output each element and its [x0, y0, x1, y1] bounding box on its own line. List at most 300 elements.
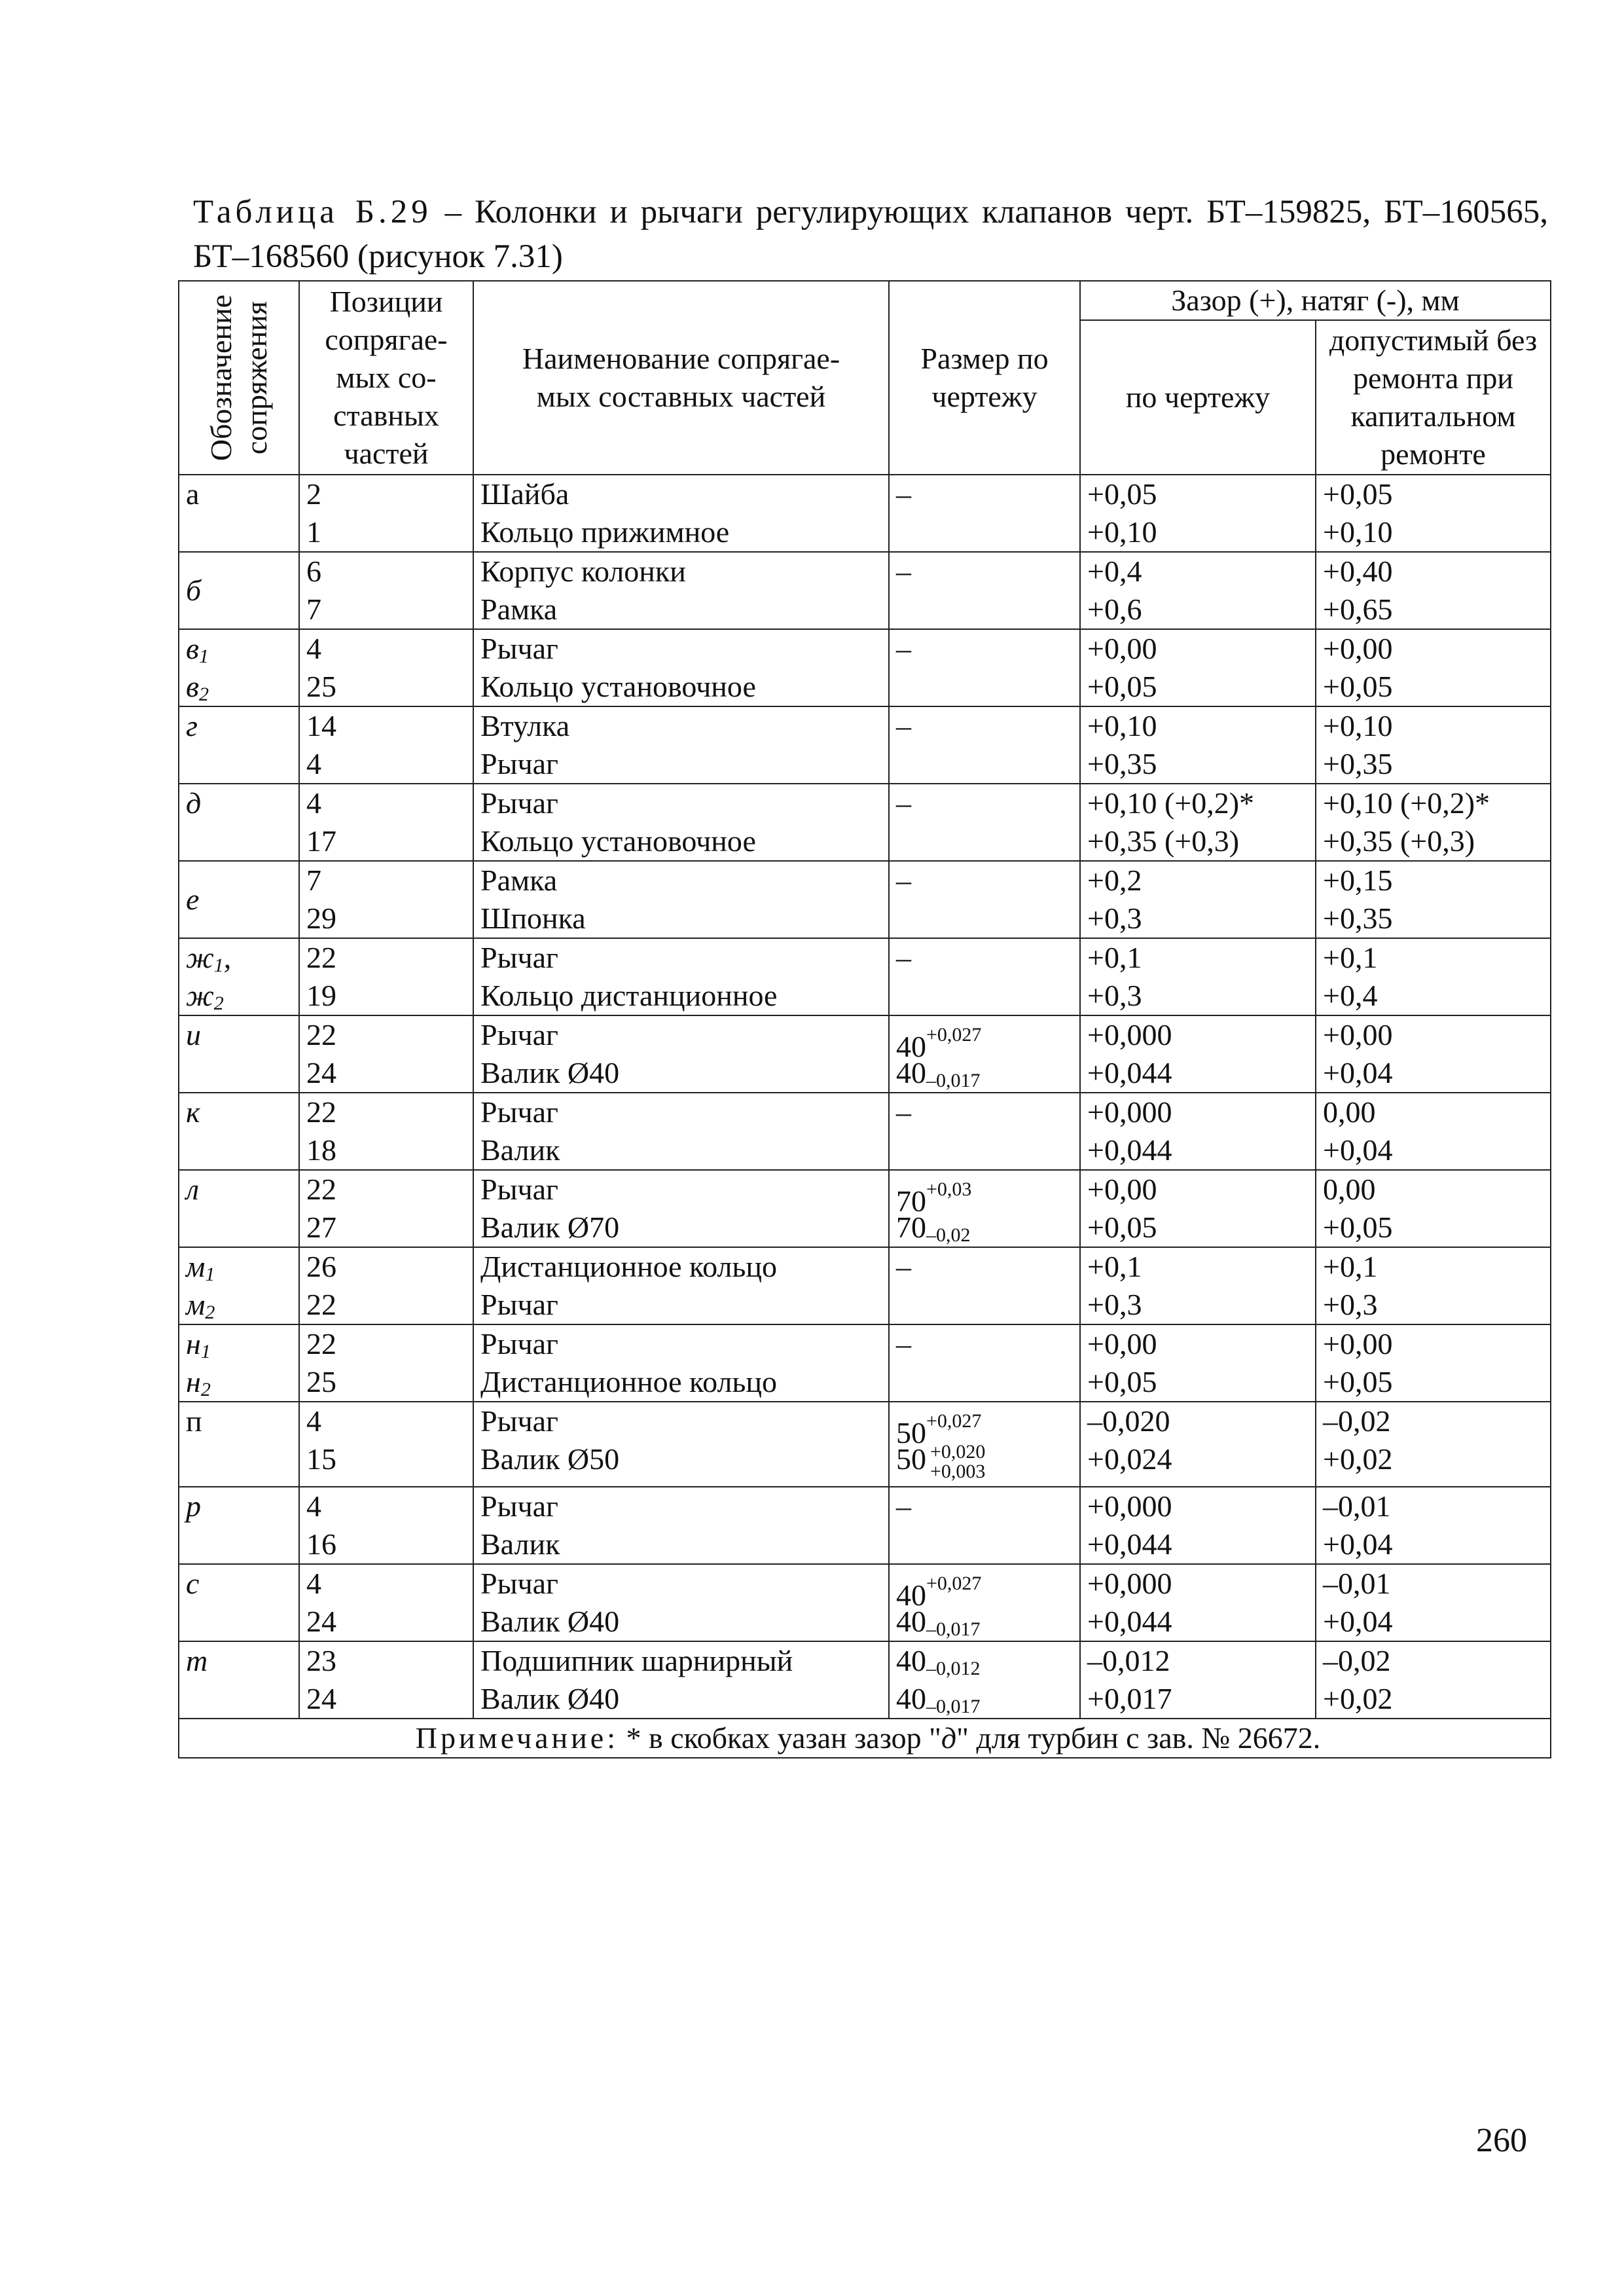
allowable-value: +0,02	[1323, 1682, 1393, 1715]
header-clearance-group: Зазор (+), натяг (-), мм	[1080, 281, 1551, 320]
designation-letter: в	[186, 670, 199, 703]
positions-value: 22	[306, 1018, 336, 1051]
designation-letter: н	[186, 1365, 201, 1398]
allowable-cell	[1316, 706, 1551, 784]
name-value: Рычаг	[480, 747, 558, 780]
allowable-value: –0,01	[1323, 1489, 1391, 1523]
allowable-value: +0,1	[1323, 941, 1378, 974]
name-value: Корпус колонки	[480, 555, 686, 588]
size-nominal: 50	[896, 1442, 926, 1476]
allowable-value: +0,05	[1323, 1211, 1393, 1244]
positions-value: 4	[306, 1404, 321, 1438]
by-drawing-cell	[1080, 706, 1316, 784]
name-cell	[473, 1402, 889, 1487]
positions-cell	[299, 1247, 473, 1324]
size-lower-deviation: +0,003	[930, 1461, 986, 1483]
designation-letter: ж	[186, 979, 214, 1012]
designation-letter: е	[186, 883, 200, 916]
by-drawing-value: +0,6	[1087, 592, 1142, 626]
designation-letter: в	[186, 632, 199, 665]
designation-index: 1	[205, 1264, 215, 1285]
by-drawing-cell	[1080, 1641, 1316, 1719]
allowable-value: +0,35 (+0,3)	[1323, 824, 1475, 858]
note-italic: д	[941, 1721, 957, 1755]
by-drawing-value: +0,044	[1087, 1056, 1172, 1089]
designation-cell	[179, 1170, 299, 1247]
size-cell	[889, 861, 1080, 938]
table-row	[179, 1015, 1551, 1093]
table-caption	[193, 190, 1548, 279]
name-value: Рычаг	[480, 1018, 558, 1051]
positions-value: 6	[306, 555, 321, 588]
by-drawing-value: +0,000	[1087, 1489, 1172, 1523]
allowable-value: +0,00	[1323, 1018, 1393, 1051]
size-nominal: 40	[896, 1682, 926, 1715]
positions-cell	[299, 629, 473, 706]
table-row	[179, 784, 1551, 861]
by-drawing-value: +0,05	[1087, 1211, 1157, 1244]
name-value: Кольцо дистанционное	[480, 979, 778, 1012]
allowable-value: –0,02	[1323, 1644, 1391, 1677]
allowable-cell	[1316, 938, 1551, 1015]
positions-value: 25	[306, 1365, 336, 1398]
designation-cell	[179, 629, 299, 706]
table-row	[179, 475, 1551, 552]
name-value: Рычаг	[480, 941, 558, 974]
positions-cell	[299, 552, 473, 629]
designation-index: 1	[213, 955, 224, 976]
name-value: Рычаг	[480, 1567, 558, 1600]
size-nominal: 40	[896, 1030, 926, 1063]
positions-value: 26	[306, 1250, 336, 1283]
size-tolerance	[930, 1442, 985, 1482]
positions-value: 16	[306, 1527, 336, 1561]
positions-cell	[299, 1093, 473, 1170]
positions-value: 24	[306, 1605, 336, 1638]
allowable-value: +0,65	[1323, 592, 1393, 626]
name-value: Рычаг	[480, 1327, 558, 1360]
designation-cell	[179, 1641, 299, 1719]
allowable-cell	[1316, 1564, 1551, 1641]
positions-cell	[299, 938, 473, 1015]
designation-cell	[179, 475, 299, 552]
size-upper-deviation: +0,027	[926, 1410, 982, 1432]
allowable-value: +0,10	[1323, 709, 1393, 742]
header-allowable: допустимый без ремонта при капитальном ремонте	[1316, 320, 1551, 475]
designation-letter: л	[186, 1173, 200, 1206]
designation-letter: н	[186, 1327, 201, 1360]
table-row	[179, 1247, 1551, 1324]
positions-cell	[299, 1641, 473, 1719]
by-drawing-cell	[1080, 552, 1316, 629]
positions-value: 4	[306, 1489, 321, 1523]
allowable-value: +0,00	[1323, 632, 1393, 665]
size-cell	[889, 938, 1080, 1015]
name-value: Валик Ø40	[480, 1682, 620, 1715]
allowable-value: +0,04	[1323, 1056, 1393, 1089]
designation-letter: д	[186, 786, 202, 820]
allowable-value: –0,01	[1323, 1567, 1391, 1600]
allowable-cell	[1316, 1487, 1551, 1564]
header-positions: Позиции сопрягае-мых со-ставных частей	[299, 281, 473, 475]
name-cell	[473, 938, 889, 1015]
by-drawing-cell	[1080, 861, 1316, 938]
positions-cell	[299, 1402, 473, 1487]
by-drawing-value: +0,000	[1087, 1567, 1172, 1600]
positions-value: 17	[306, 824, 336, 858]
positions-cell	[299, 706, 473, 784]
allowable-value: –0,02	[1323, 1404, 1391, 1438]
size-cell	[889, 475, 1080, 552]
positions-value: 23	[306, 1644, 336, 1677]
allowable-cell	[1316, 475, 1551, 552]
name-value: Подшипник шарнирный	[480, 1644, 793, 1677]
positions-value: 4	[306, 786, 321, 820]
by-drawing-value: +0,000	[1087, 1095, 1172, 1129]
by-drawing-cell	[1080, 784, 1316, 861]
positions-value: 22	[306, 1173, 336, 1206]
positions-cell	[299, 1170, 473, 1247]
size-cell	[889, 1093, 1080, 1170]
size-cell	[889, 1170, 1080, 1247]
designation-letter: ж	[186, 941, 214, 974]
name-value: Валик Ø40	[480, 1056, 620, 1089]
table-row	[179, 629, 1551, 706]
name-value: Шайба	[480, 477, 569, 511]
name-value: Втулка	[480, 709, 570, 742]
allowable-cell	[1316, 861, 1551, 938]
positions-value: 27	[306, 1211, 336, 1244]
name-value: Валик Ø70	[480, 1211, 620, 1244]
by-drawing-value: +0,05	[1087, 1365, 1157, 1398]
size-nominal: –	[896, 786, 911, 820]
name-value: Валик Ø50	[480, 1442, 620, 1476]
by-drawing-value: +0,10	[1087, 515, 1157, 549]
size-cell	[889, 1247, 1080, 1324]
by-drawing-value: +0,35 (+0,3)	[1087, 824, 1240, 858]
designation-cell	[179, 1247, 299, 1324]
positions-value: 24	[306, 1682, 336, 1715]
size-nominal: 70	[896, 1184, 926, 1218]
allowable-value: +0,05	[1323, 477, 1393, 511]
name-value: Рамка	[480, 864, 558, 897]
by-drawing-value: –0,012	[1087, 1644, 1170, 1677]
by-drawing-value: +0,024	[1087, 1442, 1172, 1476]
designation-cell	[179, 1402, 299, 1487]
designation-index: 2	[213, 993, 224, 1014]
designation-letter: к	[186, 1095, 200, 1129]
table-row	[179, 938, 1551, 1015]
positions-cell	[299, 1324, 473, 1402]
positions-cell	[299, 861, 473, 938]
size-lower-deviation: –0,017	[926, 1070, 981, 1091]
designation-cell	[179, 1015, 299, 1093]
positions-value: 4	[306, 1567, 321, 1600]
designation-cell	[179, 1324, 299, 1402]
name-cell	[473, 861, 889, 938]
designation-letter: б	[186, 574, 202, 607]
name-value: Рычаг	[480, 786, 558, 820]
allowable-value: +0,40	[1323, 555, 1393, 588]
header-designation: Обозначение сопряжения	[179, 281, 299, 475]
designation-letter: м	[186, 1250, 206, 1283]
positions-value: 1	[306, 515, 321, 549]
mating-parts-table	[178, 280, 1551, 1758]
allowable-value: +0,05	[1323, 670, 1393, 703]
size-nominal: –	[896, 555, 911, 588]
name-value: Валик	[480, 1527, 560, 1561]
by-drawing-cell	[1080, 629, 1316, 706]
size-nominal: 50	[896, 1416, 926, 1449]
positions-value: 24	[306, 1056, 336, 1089]
name-cell	[473, 629, 889, 706]
allowable-cell	[1316, 1641, 1551, 1719]
designation-cell	[179, 938, 299, 1015]
size-lower-deviation: –0,017	[926, 1618, 981, 1640]
name-value: Рычаг	[480, 1095, 558, 1129]
designation-letter: с	[186, 1567, 200, 1600]
name-cell	[473, 1170, 889, 1247]
positions-value: 22	[306, 1327, 336, 1360]
size-nominal: –	[896, 1327, 911, 1360]
allowable-value: +0,4	[1323, 979, 1378, 1012]
allowable-value: +0,04	[1323, 1133, 1393, 1167]
designation-index: 2	[205, 1302, 215, 1323]
note-text-after: " для турбин с зав. № 26672.	[956, 1721, 1321, 1755]
by-drawing-value: +0,1	[1087, 1250, 1142, 1283]
by-drawing-value: +0,00	[1087, 1173, 1157, 1206]
by-drawing-value: +0,05	[1087, 477, 1157, 511]
header-name: Наименование сопрягае-мых составных частей	[473, 281, 889, 475]
name-cell	[473, 475, 889, 552]
by-drawing-cell	[1080, 938, 1316, 1015]
allowable-cell	[1316, 552, 1551, 629]
by-drawing-cell	[1080, 1487, 1316, 1564]
allowable-cell	[1316, 1093, 1551, 1170]
size-nominal: –	[896, 864, 911, 897]
table-row	[179, 1487, 1551, 1564]
by-drawing-cell	[1080, 1093, 1316, 1170]
designation-letter: р	[186, 1489, 201, 1523]
designation-letter: м	[186, 1288, 206, 1321]
designation-cell	[179, 706, 299, 784]
designation-index: 1	[200, 1341, 211, 1362]
size-upper-deviation: +0,027	[926, 1024, 982, 1046]
table-row	[179, 1324, 1551, 1402]
name-cell	[473, 1641, 889, 1719]
size-cell	[889, 629, 1080, 706]
name-cell	[473, 1015, 889, 1093]
size-cell	[889, 1015, 1080, 1093]
table-row	[179, 552, 1551, 629]
by-drawing-cell	[1080, 1564, 1316, 1641]
by-drawing-cell	[1080, 1324, 1316, 1402]
by-drawing-cell	[1080, 1015, 1316, 1093]
designation-comma: ,	[223, 941, 232, 974]
size-upper-deviation: +0,03	[926, 1178, 972, 1200]
size-nominal: –	[896, 941, 911, 974]
name-value: Кольцо установочное	[480, 824, 756, 858]
by-drawing-value: +0,044	[1087, 1605, 1172, 1638]
name-value: Шпонка	[480, 902, 586, 935]
size-cell	[889, 1324, 1080, 1402]
positions-cell	[299, 1015, 473, 1093]
by-drawing-value: +0,00	[1087, 1327, 1157, 1360]
header-size: Размер по чертежу	[889, 281, 1080, 475]
designation-letter: п	[186, 1404, 202, 1438]
size-cell	[889, 552, 1080, 629]
by-drawing-cell	[1080, 475, 1316, 552]
caption-text: – Колонки и рычаги регулирующих клапанов черт. БТ–159825, БТ–160565, БТ–168560 (рисунок 7.31)	[193, 194, 1548, 275]
allowable-value: +0,3	[1323, 1288, 1378, 1321]
positions-value: 14	[306, 709, 336, 742]
by-drawing-value: +0,044	[1087, 1527, 1172, 1561]
designation-index: 2	[198, 683, 209, 705]
name-value: Рычаг	[480, 1173, 558, 1206]
name-value: Кольцо прижимное	[480, 515, 730, 549]
by-drawing-value: +0,017	[1087, 1682, 1172, 1715]
size-cell	[889, 1564, 1080, 1641]
table-row	[179, 706, 1551, 784]
by-drawing-value: +0,044	[1087, 1133, 1172, 1167]
caption-label: Таблица Б.29	[193, 194, 432, 230]
positions-cell	[299, 1487, 473, 1564]
designation-cell	[179, 1564, 299, 1641]
by-drawing-value: +0,3	[1087, 1288, 1142, 1321]
table-row	[179, 1641, 1551, 1719]
name-value: Рычаг	[480, 632, 558, 665]
table-row	[179, 1564, 1551, 1641]
positions-cell	[299, 475, 473, 552]
by-drawing-value: +0,35	[1087, 747, 1157, 780]
size-cell	[889, 1402, 1080, 1487]
size-cell	[889, 706, 1080, 784]
size-upper-deviation: +0,020	[930, 1441, 986, 1463]
by-drawing-cell	[1080, 1247, 1316, 1324]
name-cell	[473, 1093, 889, 1170]
name-value: Рамка	[480, 592, 558, 626]
allowable-cell	[1316, 784, 1551, 861]
designation-letter: г	[186, 709, 198, 742]
by-drawing-value: +0,2	[1087, 864, 1142, 897]
size-cell	[889, 1641, 1080, 1719]
size-nominal: –	[896, 709, 911, 742]
by-drawing-value: +0,1	[1087, 941, 1142, 974]
name-cell	[473, 1247, 889, 1324]
allowable-cell	[1316, 1015, 1551, 1093]
allowable-cell	[1316, 1402, 1551, 1487]
name-value: Дистанционное кольцо	[480, 1250, 778, 1283]
designation-cell	[179, 1093, 299, 1170]
allowable-value: +0,10 (+0,2)*	[1323, 786, 1490, 820]
size-nominal: –	[896, 1250, 911, 1283]
positions-value: 22	[306, 1288, 336, 1321]
page-number: 260	[1476, 2122, 1527, 2159]
size-lower-deviation: –0,017	[926, 1696, 981, 1717]
size-nominal: 40	[896, 1605, 926, 1638]
size-lower-deviation: –0,012	[926, 1658, 981, 1679]
size-cell	[889, 784, 1080, 861]
designation-index: 2	[200, 1379, 211, 1400]
allowable-value: +0,35	[1323, 747, 1393, 780]
positions-value: 22	[306, 941, 336, 974]
allowable-value: +0,10	[1323, 515, 1393, 549]
allowable-cell	[1316, 1170, 1551, 1247]
designation-cell	[179, 1487, 299, 1564]
size-nominal: –	[896, 632, 911, 665]
allowable-cell	[1316, 1324, 1551, 1402]
allowable-value: 0,00	[1323, 1173, 1376, 1206]
positions-cell	[299, 784, 473, 861]
allowable-value: +0,35	[1323, 902, 1393, 935]
designation-letter: а	[186, 477, 200, 511]
table-row	[179, 861, 1551, 938]
allowable-value: +0,02	[1323, 1442, 1393, 1476]
name-cell	[473, 1324, 889, 1402]
designation-cell	[179, 784, 299, 861]
header-by-drawing: по чертежу	[1080, 320, 1316, 475]
by-drawing-value: +0,05	[1087, 670, 1157, 703]
name-value: Рычаг	[480, 1489, 558, 1523]
table-row	[179, 1170, 1551, 1247]
designation-letter: и	[186, 1018, 201, 1051]
allowable-value: 0,00	[1323, 1095, 1376, 1129]
positions-cell	[299, 1564, 473, 1641]
positions-value: 7	[306, 592, 321, 626]
size-nominal: 70	[896, 1211, 926, 1244]
designation-cell	[179, 861, 299, 938]
name-value: Рычаг	[480, 1288, 558, 1321]
positions-value: 7	[306, 864, 321, 897]
by-drawing-cell	[1080, 1170, 1316, 1247]
positions-value: 25	[306, 670, 336, 703]
allowable-cell	[1316, 629, 1551, 706]
table-row	[179, 1093, 1551, 1170]
by-drawing-value: +0,3	[1087, 979, 1142, 1012]
allowable-value: +0,1	[1323, 1250, 1378, 1283]
by-drawing-cell	[1080, 1402, 1316, 1487]
positions-value: 15	[306, 1442, 336, 1476]
size-cell	[889, 1487, 1080, 1564]
allowable-value: +0,04	[1323, 1605, 1393, 1638]
size-nominal: 40	[896, 1644, 926, 1677]
table-note	[179, 1719, 1551, 1758]
allowable-value: +0,05	[1323, 1365, 1393, 1398]
name-value: Валик Ø40	[480, 1605, 620, 1638]
allowable-value: +0,04	[1323, 1527, 1393, 1561]
name-cell	[473, 552, 889, 629]
size-nominal: 40	[896, 1578, 926, 1612]
name-value: Валик	[480, 1133, 560, 1167]
positions-value: 4	[306, 747, 321, 780]
allowable-value: +0,15	[1323, 864, 1393, 897]
allowable-cell	[1316, 1247, 1551, 1324]
by-drawing-value: +0,4	[1087, 555, 1142, 588]
by-drawing-value: +0,00	[1087, 632, 1157, 665]
by-drawing-value: +0,3	[1087, 902, 1142, 935]
designation-index: 1	[198, 646, 209, 667]
size-nominal: 40	[896, 1056, 926, 1089]
size-nominal: –	[896, 1095, 911, 1129]
name-cell	[473, 784, 889, 861]
by-drawing-value: +0,10	[1087, 709, 1157, 742]
positions-value: 19	[306, 979, 336, 1012]
positions-value: 29	[306, 902, 336, 935]
size-nominal: –	[896, 1489, 911, 1523]
size-lower-deviation: –0,02	[926, 1224, 971, 1246]
name-cell	[473, 1564, 889, 1641]
by-drawing-value: –0,020	[1087, 1404, 1170, 1438]
